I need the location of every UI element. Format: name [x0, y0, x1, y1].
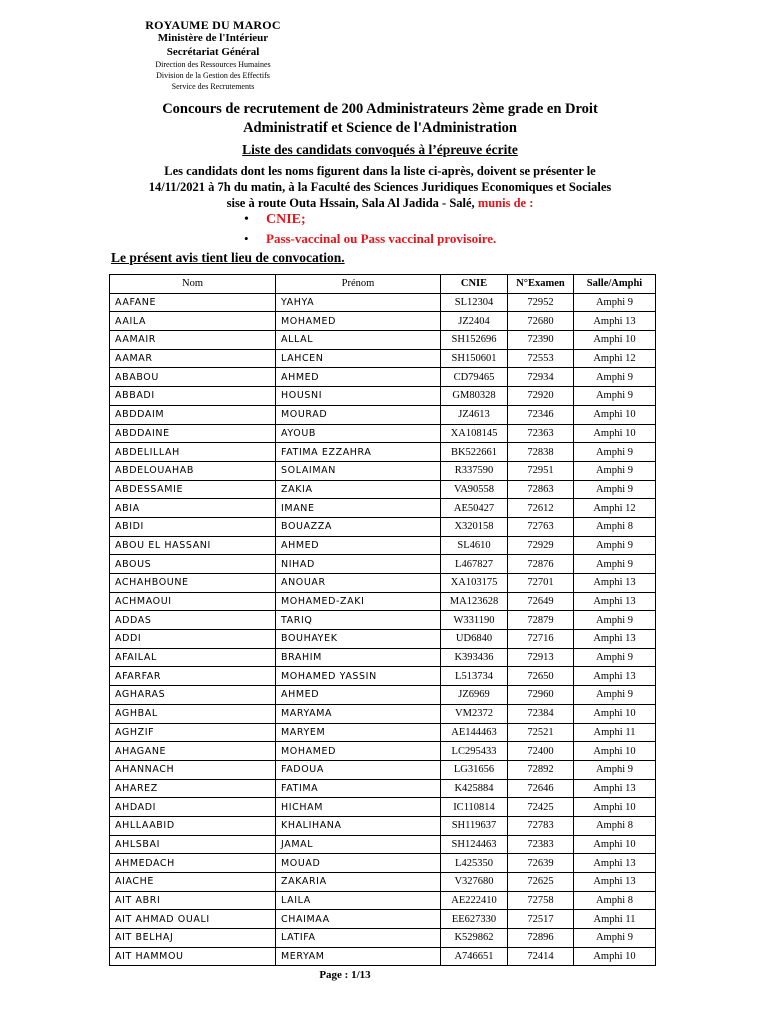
cell-salle: Amphi 9 [574, 443, 656, 462]
cell-prenom: KHALIHANA [276, 816, 441, 835]
cell-nom: ACHMAOUI [110, 592, 276, 611]
cell-salle: Amphi 9 [574, 648, 656, 667]
cell-salle: Amphi 12 [574, 499, 656, 518]
intro-line-2: 14/11/2021 à 7h du matin, à la Faculté des Sciences Juridiques Economiques et Sociales [148, 180, 612, 194]
table-row [110, 835, 656, 854]
cell-cnie: K529862 [441, 929, 508, 948]
table-row [110, 387, 656, 406]
table-row [110, 667, 656, 686]
intro-paragraph [60, 163, 700, 211]
table-row [110, 592, 656, 611]
cell-nom: ABDELILLAH [110, 443, 276, 462]
cell-prenom: FATIMA EZZAHRA [276, 443, 441, 462]
cell-examen: 72553 [508, 349, 574, 368]
table-row [110, 854, 656, 873]
column-header-examen: N°Examen [508, 275, 574, 294]
direction-name: Direction des Ressources Humaines [155, 60, 271, 69]
cell-examen: 72960 [508, 686, 574, 705]
cell-prenom: ZAKARIA [276, 873, 441, 892]
cell-salle: Amphi 8 [574, 891, 656, 910]
cell-salle: Amphi 13 [574, 630, 656, 649]
cell-examen: 72639 [508, 854, 574, 873]
cell-cnie: GM80328 [441, 387, 508, 406]
column-header-salle: Salle/Amphi [574, 275, 656, 294]
kingdom-name: ROYAUME DU MAROC [145, 18, 281, 32]
cell-prenom: AHMED [276, 686, 441, 705]
cell-prenom: FATIMA [276, 779, 441, 798]
cell-prenom: MOUAD [276, 854, 441, 873]
cell-prenom: MERYAM [276, 947, 441, 966]
cell-examen: 72892 [508, 760, 574, 779]
cell-nom: AIACHE [110, 873, 276, 892]
cell-salle: Amphi 11 [574, 723, 656, 742]
cell-cnie: W331190 [441, 611, 508, 630]
cell-salle: Amphi 13 [574, 854, 656, 873]
table-row [110, 760, 656, 779]
cell-cnie: AE222410 [441, 891, 508, 910]
cell-nom: AFARFAR [110, 667, 276, 686]
requirements-list [244, 210, 496, 248]
bullet-icon: • [244, 212, 249, 227]
cell-examen: 72952 [508, 293, 574, 312]
table-row [110, 517, 656, 536]
cell-prenom: AHMED [276, 536, 441, 555]
cell-prenom: MOHAMED [276, 742, 441, 761]
cell-salle: Amphi 8 [574, 517, 656, 536]
cell-examen: 72346 [508, 405, 574, 424]
cell-examen: 72425 [508, 798, 574, 817]
table-body [110, 293, 656, 966]
cell-nom: AAMAR [110, 349, 276, 368]
cell-examen: 72363 [508, 424, 574, 443]
cell-examen: 72876 [508, 555, 574, 574]
cell-cnie: UD6840 [441, 630, 508, 649]
cell-cnie: AE50427 [441, 499, 508, 518]
table-row [110, 910, 656, 929]
cell-cnie: K393436 [441, 648, 508, 667]
cell-nom: AGHARAS [110, 686, 276, 705]
page-number: Page : 1/13 [319, 969, 371, 981]
service-name: Service des Recrutements [171, 82, 255, 91]
cell-examen: 72896 [508, 929, 574, 948]
cell-prenom: MOHAMED-ZAKI [276, 592, 441, 611]
cell-cnie: CD79465 [441, 368, 508, 387]
table-row [110, 723, 656, 742]
cell-cnie: X320158 [441, 517, 508, 536]
cell-examen: 72763 [508, 517, 574, 536]
cell-salle: Amphi 10 [574, 405, 656, 424]
cell-nom: ABDDAINE [110, 424, 276, 443]
cell-nom: AHAGANE [110, 742, 276, 761]
division-name: Division de la Gestion des Effectifs [156, 71, 270, 80]
table-row [110, 947, 656, 966]
intro-line-3 [60, 195, 700, 211]
cell-examen: 72920 [508, 387, 574, 406]
table-row [110, 686, 656, 705]
requirement-item [244, 210, 496, 229]
candidates-table [109, 274, 656, 966]
table-row [110, 499, 656, 518]
cell-cnie: EE627330 [441, 910, 508, 929]
cell-salle: Amphi 9 [574, 536, 656, 555]
cell-cnie: SL4610 [441, 536, 508, 555]
cell-prenom: YAHYA [276, 293, 441, 312]
cell-prenom: BRAHIM [276, 648, 441, 667]
cell-prenom: MOHAMED YASSIN [276, 667, 441, 686]
table-row [110, 555, 656, 574]
cell-salle: Amphi 9 [574, 368, 656, 387]
cell-salle: Amphi 9 [574, 686, 656, 705]
requirement-item [244, 229, 496, 248]
cell-nom: ACHAHBOUNE [110, 574, 276, 593]
cell-nom: AHANNACH [110, 760, 276, 779]
table-row [110, 574, 656, 593]
cell-nom: AHMEDACH [110, 854, 276, 873]
cell-examen: 72517 [508, 910, 574, 929]
cell-salle: Amphi 10 [574, 742, 656, 761]
cell-examen: 72879 [508, 611, 574, 630]
table-row [110, 349, 656, 368]
cell-salle: Amphi 9 [574, 293, 656, 312]
cell-examen: 72680 [508, 312, 574, 331]
column-header-cnie: CNIE [441, 275, 508, 294]
table-row [110, 611, 656, 630]
cell-salle: Amphi 10 [574, 835, 656, 854]
cell-nom: AHLSBAI [110, 835, 276, 854]
cell-nom: AGHBAL [110, 704, 276, 723]
cell-salle: Amphi 13 [574, 873, 656, 892]
table-header-row [110, 275, 656, 294]
cell-nom: ABDDAIM [110, 405, 276, 424]
cell-cnie: JZ6969 [441, 686, 508, 705]
cell-nom: AIT ABRI [110, 891, 276, 910]
cell-nom: AHAREZ [110, 779, 276, 798]
table-row [110, 461, 656, 480]
secretariat-name: Secrétariat Général [166, 46, 260, 58]
cell-nom: ABDELOUAHAB [110, 461, 276, 480]
table-row [110, 331, 656, 350]
cell-nom: ADDI [110, 630, 276, 649]
cell-prenom: HICHAM [276, 798, 441, 817]
cell-salle: Amphi 8 [574, 816, 656, 835]
cell-prenom: FADOUA [276, 760, 441, 779]
requirement-text: Pass-vaccinal ou Pass vaccinal provisoire. [266, 231, 497, 246]
column-header-prenom: Prénom [276, 275, 441, 294]
cell-prenom: AYOUB [276, 424, 441, 443]
cell-nom: AIT AHMAD OUALI [110, 910, 276, 929]
cell-cnie: SH152696 [441, 331, 508, 350]
table-row [110, 891, 656, 910]
cell-cnie: BK522661 [441, 443, 508, 462]
cell-prenom: ALLAL [276, 331, 441, 350]
cell-salle: Amphi 9 [574, 387, 656, 406]
cell-examen: 72650 [508, 667, 574, 686]
convocation-notice: Le présent avis tient lieu de convocation. [111, 250, 345, 265]
table-row [110, 742, 656, 761]
cell-prenom: LAHCEN [276, 349, 441, 368]
cell-prenom: HOUSNI [276, 387, 441, 406]
cell-salle: Amphi 13 [574, 779, 656, 798]
cell-cnie: L425350 [441, 854, 508, 873]
document-title [80, 100, 680, 138]
cell-nom: AHLLAABID [110, 816, 276, 835]
cell-salle: Amphi 10 [574, 947, 656, 966]
cell-nom: AAFANE [110, 293, 276, 312]
cell-examen: 72646 [508, 779, 574, 798]
cell-salle: Amphi 9 [574, 760, 656, 779]
cell-prenom: NIHAD [276, 555, 441, 574]
list-subtitle: Liste des candidats convoqués à l’épreuve écrite [242, 142, 518, 157]
table-row [110, 480, 656, 499]
intro-line-3-text: sise à route Outa Hssain, Sala Al Jadida - Salé, [226, 196, 475, 210]
cell-examen: 72390 [508, 331, 574, 350]
cell-prenom: LAILA [276, 891, 441, 910]
cell-examen: 72716 [508, 630, 574, 649]
cell-prenom: IMANE [276, 499, 441, 518]
cell-cnie: XA103175 [441, 574, 508, 593]
cell-nom: AAMAIR [110, 331, 276, 350]
cell-cnie: L467827 [441, 555, 508, 574]
table-row [110, 873, 656, 892]
cell-nom: ABDESSAMIE [110, 480, 276, 499]
cell-salle: Amphi 9 [574, 461, 656, 480]
cell-nom: ABOU EL HASSANI [110, 536, 276, 555]
cell-prenom: ZAKIA [276, 480, 441, 499]
cell-nom: AIT BELHAJ [110, 929, 276, 948]
cell-examen: 72649 [508, 592, 574, 611]
cell-examen: 72758 [508, 891, 574, 910]
cell-salle: Amphi 10 [574, 798, 656, 817]
cell-prenom: LATIFA [276, 929, 441, 948]
cell-cnie: SH119637 [441, 816, 508, 835]
cell-salle: Amphi 9 [574, 555, 656, 574]
cell-examen: 72521 [508, 723, 574, 742]
requirement-text: CNIE; [266, 212, 306, 227]
table-row [110, 368, 656, 387]
cell-cnie: V327680 [441, 873, 508, 892]
cell-salle: Amphi 9 [574, 611, 656, 630]
cell-nom: AAILA [110, 312, 276, 331]
cell-salle: Amphi 9 [574, 480, 656, 499]
intro-red-text: munis de : [477, 196, 534, 210]
cell-prenom: JAMAL [276, 835, 441, 854]
bullet-icon: • [244, 231, 249, 246]
cell-nom: ABBADI [110, 387, 276, 406]
cell-cnie: XA108145 [441, 424, 508, 443]
cell-nom: AHDADI [110, 798, 276, 817]
table-row [110, 293, 656, 312]
table-row [110, 779, 656, 798]
cell-salle: Amphi 10 [574, 704, 656, 723]
cell-cnie: VA90558 [441, 480, 508, 499]
cell-cnie: K425884 [441, 779, 508, 798]
table-row [110, 630, 656, 649]
cell-salle: Amphi 12 [574, 349, 656, 368]
table-row [110, 648, 656, 667]
cell-nom: AFAILAL [110, 648, 276, 667]
cell-salle: Amphi 11 [574, 910, 656, 929]
cell-salle: Amphi 13 [574, 312, 656, 331]
cell-prenom: TARIQ [276, 611, 441, 630]
column-header-nom: Nom [110, 275, 276, 294]
cell-examen: 72383 [508, 835, 574, 854]
title-line-1: Concours de recrutement de 200 Administrateurs 2ème grade en Droit [162, 101, 598, 117]
cell-cnie: MA123628 [441, 592, 508, 611]
cell-examen: 72951 [508, 461, 574, 480]
table-row [110, 443, 656, 462]
cell-cnie: L513734 [441, 667, 508, 686]
cell-prenom: CHAIMAA [276, 910, 441, 929]
cell-nom: ABOUS [110, 555, 276, 574]
cell-examen: 72783 [508, 816, 574, 835]
cell-cnie: JZ4613 [441, 405, 508, 424]
table-row [110, 424, 656, 443]
cell-prenom: ANOUAR [276, 574, 441, 593]
table-row [110, 704, 656, 723]
cell-examen: 72701 [508, 574, 574, 593]
cell-prenom: BOUAZZA [276, 517, 441, 536]
cell-salle: Amphi 13 [574, 592, 656, 611]
cell-cnie: SH150601 [441, 349, 508, 368]
cell-examen: 72934 [508, 368, 574, 387]
cell-examen: 72863 [508, 480, 574, 499]
table-row [110, 816, 656, 835]
cell-nom: AGHZIF [110, 723, 276, 742]
cell-nom: ABABOU [110, 368, 276, 387]
table-row [110, 929, 656, 948]
cell-cnie: R337590 [441, 461, 508, 480]
ministry-name: Ministère de l'Intérieur [157, 32, 269, 44]
cell-cnie: VM2372 [441, 704, 508, 723]
cell-nom: ABIA [110, 499, 276, 518]
cell-salle: Amphi 10 [574, 424, 656, 443]
title-line-2: Administratif et Science de l'Administration [243, 120, 517, 136]
cell-examen: 72400 [508, 742, 574, 761]
cell-salle: Amphi 13 [574, 574, 656, 593]
cell-prenom: SOLAIMAN [276, 461, 441, 480]
intro-line-1: Les candidats dont les noms figurent dans la liste ci-après, doivent se présenter le [164, 164, 596, 178]
cell-prenom: AHMED [276, 368, 441, 387]
cell-salle: Amphi 13 [574, 667, 656, 686]
table-row [110, 405, 656, 424]
cell-examen: 72414 [508, 947, 574, 966]
table-row [110, 312, 656, 331]
cell-cnie: LG31656 [441, 760, 508, 779]
ministry-header [118, 18, 308, 92]
cell-nom: AIT HAMMOU [110, 947, 276, 966]
cell-prenom: MOURAD [276, 405, 441, 424]
cell-prenom: MOHAMED [276, 312, 441, 331]
cell-cnie: LC295433 [441, 742, 508, 761]
cell-cnie: A746651 [441, 947, 508, 966]
cell-examen: 72612 [508, 499, 574, 518]
cell-cnie: IC110814 [441, 798, 508, 817]
cell-cnie: JZ2404 [441, 312, 508, 331]
cell-examen: 72625 [508, 873, 574, 892]
cell-nom: ADDAS [110, 611, 276, 630]
cell-cnie: SH124463 [441, 835, 508, 854]
cell-examen: 72838 [508, 443, 574, 462]
cell-examen: 72929 [508, 536, 574, 555]
cell-examen: 72384 [508, 704, 574, 723]
cell-prenom: BOUHAYEK [276, 630, 441, 649]
cell-cnie: AE144463 [441, 723, 508, 742]
cell-salle: Amphi 9 [574, 929, 656, 948]
table-row [110, 798, 656, 817]
table-row [110, 536, 656, 555]
cell-cnie: SL12304 [441, 293, 508, 312]
cell-nom: ABIDI [110, 517, 276, 536]
cell-salle: Amphi 10 [574, 331, 656, 350]
cell-prenom: MARYEM [276, 723, 441, 742]
cell-prenom: MARYAMA [276, 704, 441, 723]
cell-examen: 72913 [508, 648, 574, 667]
